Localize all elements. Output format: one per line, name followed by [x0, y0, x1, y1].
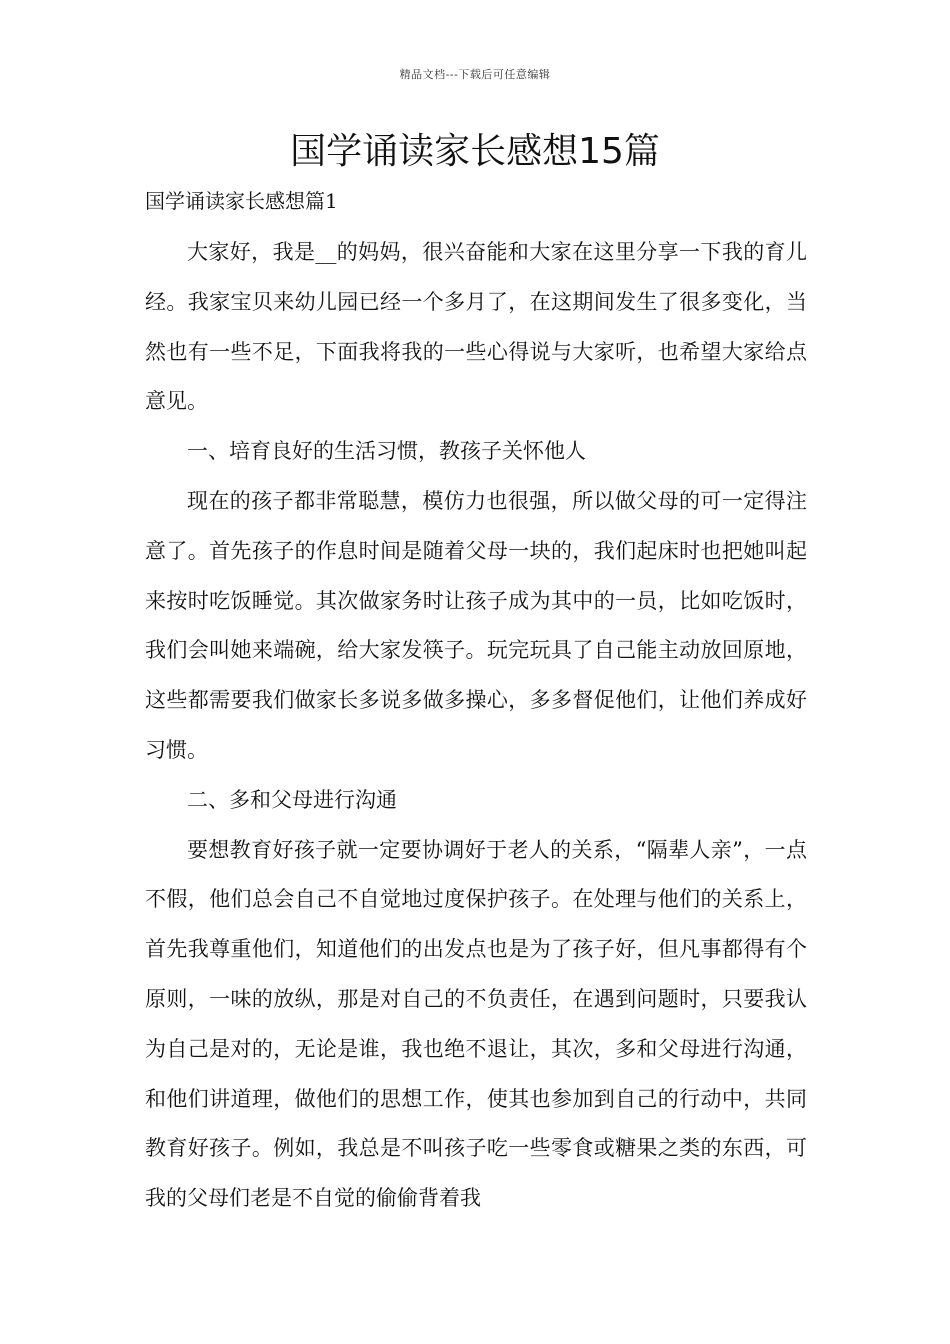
document-title: 国学诵读家长感想15篇 [290, 131, 660, 172]
subheading-communication: 二、多和父母进行沟通 [187, 787, 397, 812]
paragraph-communication: 要想教育好孩子就一定要协调好于老人的关系，“隔辈人亲”，一点不假，他们总会自己不自觉地过度保护孩子。在处理与他们的关系上，首先我尊重他们，知道他们的出发点也是为了孩子好，但凡事都得有个原则，一味的放纵，那是对自己的不负责任，在遇到问题时，只要我认为自己是对的，无论是谁，我也绝不退让，其次，多和父母进行沟通，和他们讲道理，做他们的思想工作，使其也参加到自己的行动中，共同教育好孩子。例如，我总是不叫孩子吃一些零食或糖果之类的东西，可我的父母们老是不自觉的偷偷背着我 [145, 837, 807, 1211]
paragraph-intro: 大家好，我是__的妈妈，很兴奋能和大家在这里分享一下我的育儿经。我家宝贝来幼儿园已经一个多月了，在这期间发生了很多变化，当然也有一些不足，下面我将我的一些心得说与大家听，也希望大家给点意见。 [145, 240, 807, 414]
page-header-note: 精品文档---下载后可任意编辑 [399, 68, 551, 81]
section-heading: 国学诵读家长感想篇1 [145, 189, 338, 213]
document-body [145, 228, 807, 1224]
subheading-habits: 一、培育良好的生活习惯，教孩子关怀他人 [187, 439, 586, 464]
paragraph-habits: 现在的孩子都非常聪慧，模仿力也很强，所以做父母的可一定得注意了。首先孩子的作息时间是随着父母一块的，我们起床时也把她叫起来按时吃饭睡觉。其次做家务时让孩子成为其中的一员，比如吃饭时，我们会叫她来端碗，给大家发筷子。玩完玩具了自己能主动放回原地，这些都需要我们做家长多说多做多操心，多多督促他们，让他们养成好习惯。 [145, 488, 807, 762]
